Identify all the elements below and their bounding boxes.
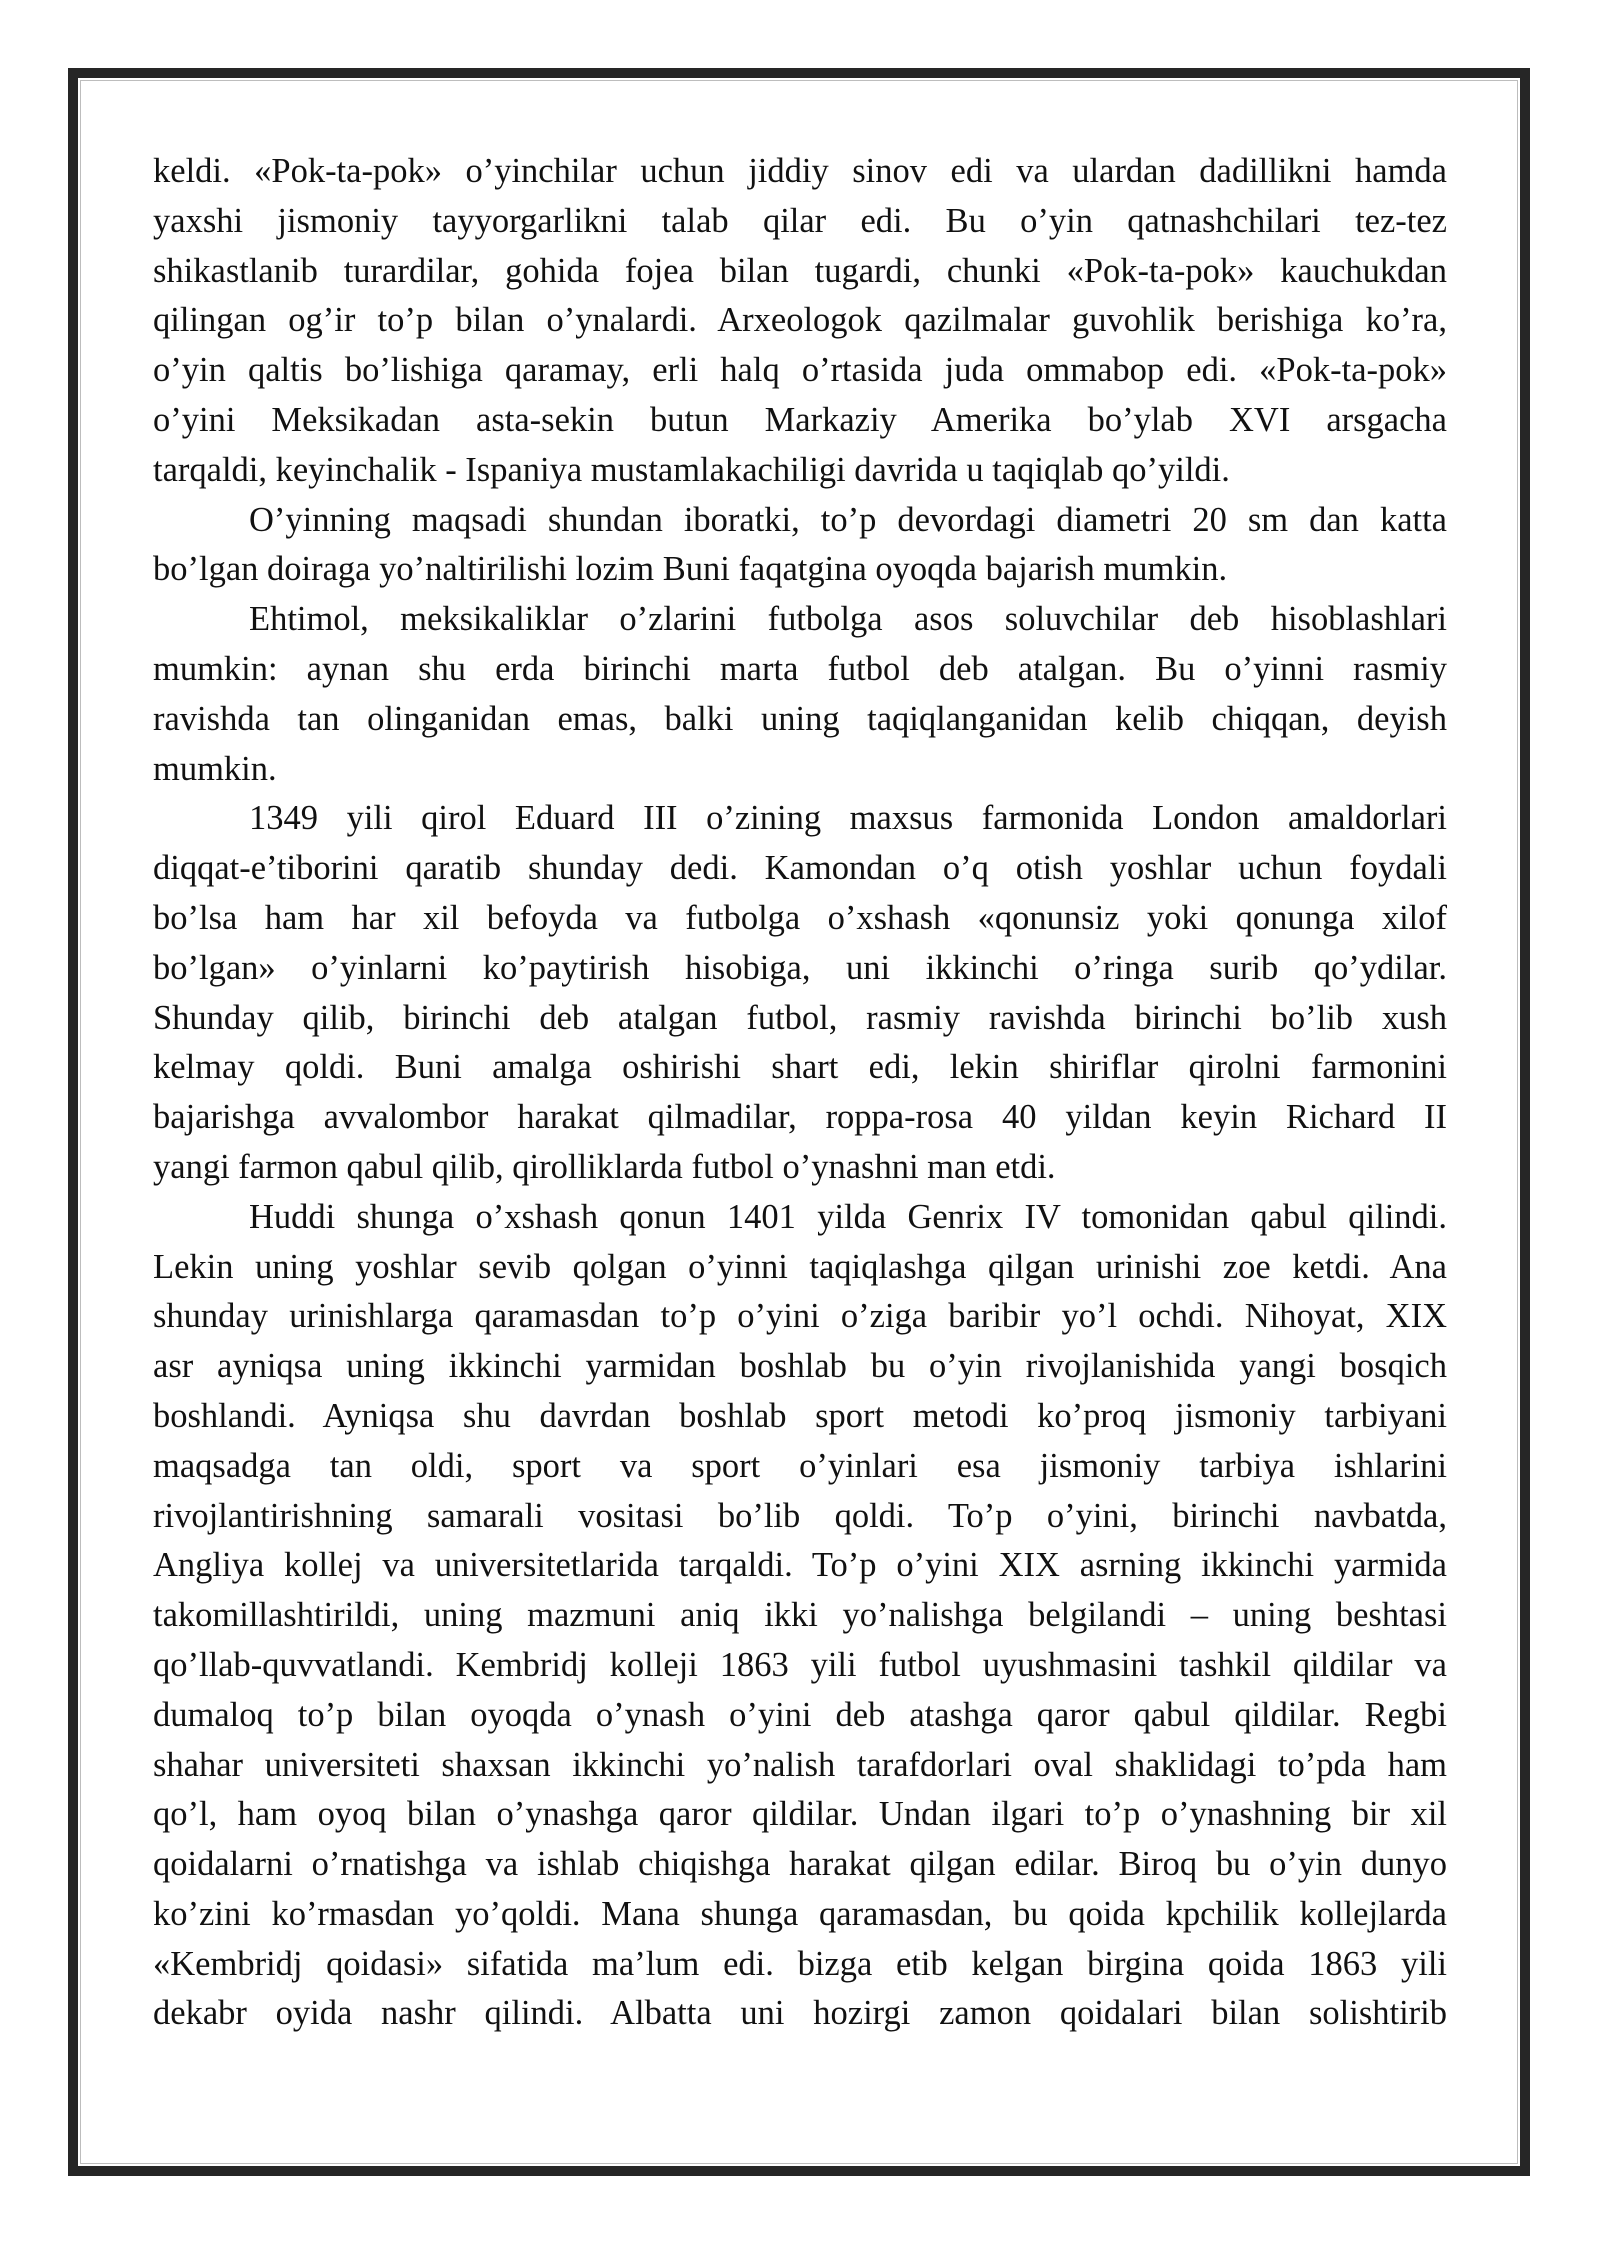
text-line: Huddi shunga o’xshash qonun 1401 yilda Genrix IV tomonidan qabul qilindi. [249,1197,1447,1236]
text-line: O’yinning maqsadi shundan iboratki, to’p devordagi diametri 20 sm dan katta [249,500,1447,539]
text-line: Lekin uning yoshlar sevib qolgan o’yinni taqiqlashga qilgan urinishi zoe ketdi. Ana [153,1247,1447,1286]
text-line: tarqaldi, keyinchalik - Ispaniya mustamlakachiligi davrida u taqiqlab qo’yildi. [153,450,1230,489]
text-line: dekabr oyida nashr qilindi. Albatta uni hozirgi zamon qoidalari bilan solishtirib [153,1994,1447,2033]
text-line: boshlandi. Ayniqsa shu davrdan boshlab sport metodi ko’proq jismoniy tarbiyani [153,1396,1447,1435]
text-line: bo’lsa ham har xil befoyda va futbolga o’xshash «qonunsiz yoki qonunga xilof [153,898,1447,937]
text-line: shikastlanib turardilar, gohida fojea bilan tugardi, chunki «Pok-ta-pok» kauchukdan [153,251,1447,290]
text-line: mumkin. [153,749,277,788]
text-line: qoidalarni o’rnatishga va ishlab chiqishga harakat qilgan edilar. Biroq bu o’yin dunyo [153,1845,1447,1884]
text-line: ravishda tan olinganidan emas, balki uning taqiqlanganidan kelib chiqqan, deyish [153,699,1447,738]
text-line: dumaloq to’p bilan oyoqda o’ynash o’yini deb atashga qaror qabul qildilar. Regbi [153,1695,1447,1734]
text-line: yangi farmon qabul qilib, qirolliklarda futbol o’ynashni man etdi. [153,1147,1056,1186]
paragraph [153,496,1447,596]
text-line: bajarishga avvalombor harakat qilmadilar, roppa-rosa 40 yildan keyin Richard II [153,1098,1447,1137]
text-line: Ehtimol, meksikaliklar o’zlarini futbolga asos soluvchilar deb hisoblashlari [249,600,1447,639]
text-line: shahar universiteti shaxsan ikkinchi yo’nalish tarafdorlari oval shaklidagi to’pda ham [153,1745,1447,1784]
text-line: bo’lgan doiraga yo’naltirilishi lozim Buni faqatgina oyoqda bajarish mumkin. [153,550,1228,589]
text-line: o’yin qaltis bo’lishiga qaramay, erli halq o’rtasida juda ommabop edi. «Pok-ta-pok» [153,351,1447,390]
text-line: kelmay qoldi. Buni amalga oshirishi shart edi, lekin shiriflar qirolni farmonini [153,1048,1447,1087]
text-line: 1349 yili qirol Eduard III o’zining maxsus farmonida London amaldorlari [249,799,1447,838]
paragraph [153,595,1447,794]
text-line: bo’lgan» o’yinlarni ko’paytirish hisobiga, uni ikkinchi o’ringa surib qo’ydilar. [153,948,1447,987]
paragraph [153,794,1447,1192]
text-line: Angliya kollej va universitetlarida tarqaldi. To’p o’yini XIX asrning ikkinchi yarmida [153,1546,1447,1585]
text-line: qo’llab-quvvatlandi. Kembridj kolleji 1863 yili futbol uyushmasini tashkil qildilar va [153,1645,1447,1684]
document-body [153,147,1447,2039]
text-line: qo’l, ham oyoq bilan o’ynashga qaror qildilar. Undan ilgari to’p o’ynashning bir xil [153,1795,1447,1834]
text-line: yaxshi jismoniy tayyorgarlikni talab qilar edi. Bu o’yin qatnashchilari tez-tez [153,201,1447,240]
text-line: asr ayniqsa uning ikkinchi yarmidan boshlab bu o’yin rivojlanishida yangi bosqich [153,1347,1447,1386]
paragraph [153,147,1447,496]
text-line: takomillashtirildi, uning mazmuni aniq ikki yo’nalishga belgilandi – uning beshtasi [153,1596,1447,1635]
text-line: keldi. «Pok-ta-pok» o’yinchilar uchun jiddiy sinov edi va ulardan dadillikni hamda [153,152,1447,190]
text-line: shunday urinishlarga qaramasdan to’p o’yini o’ziga baribir yo’l ochdi. Nihoyat, XIX [153,1297,1447,1336]
text-line: rivojlantirishning samarali vositasi bo’lib qoldi. To’p o’yini, birinchi navbatda, [153,1496,1447,1535]
text-line: diqqat-e’tiborini qaratib shunday dedi. Kamondan o’q otish yoshlar uchun foydali [153,849,1447,888]
text-line: maqsadga tan oldi, sport va sport o’yinlari esa jismoniy tarbiya ishlarini [153,1446,1447,1485]
text-line: mumkin: aynan shu erda birinchi marta futbol deb atalgan. Bu o’yinni rasmiy [153,649,1447,688]
text-line: Shunday qilib, birinchi deb atalgan futbol, rasmiy ravishda birinchi bo’lib xush [153,998,1447,1037]
text-line: qilingan og’ir to’p bilan o’ynalardi. Arxeologok qazilmalar guvohlik berishiga ko’ra, [153,301,1447,340]
paragraph [153,1193,1447,2040]
text-line: ko’zini ko’rmasdan yo’qoldi. Mana shunga qaramasdan, bu qoida kpchilik kollejlarda [153,1894,1447,1933]
text-line: o’yini Meksikadan asta-sekin butun Markaziy Amerika bo’ylab XVI arsgacha [153,400,1447,439]
text-line: «Kembridj qoidasi» sifatida ma’lum edi. bizga etib kelgan birgina qoida 1863 yili [153,1944,1447,1983]
